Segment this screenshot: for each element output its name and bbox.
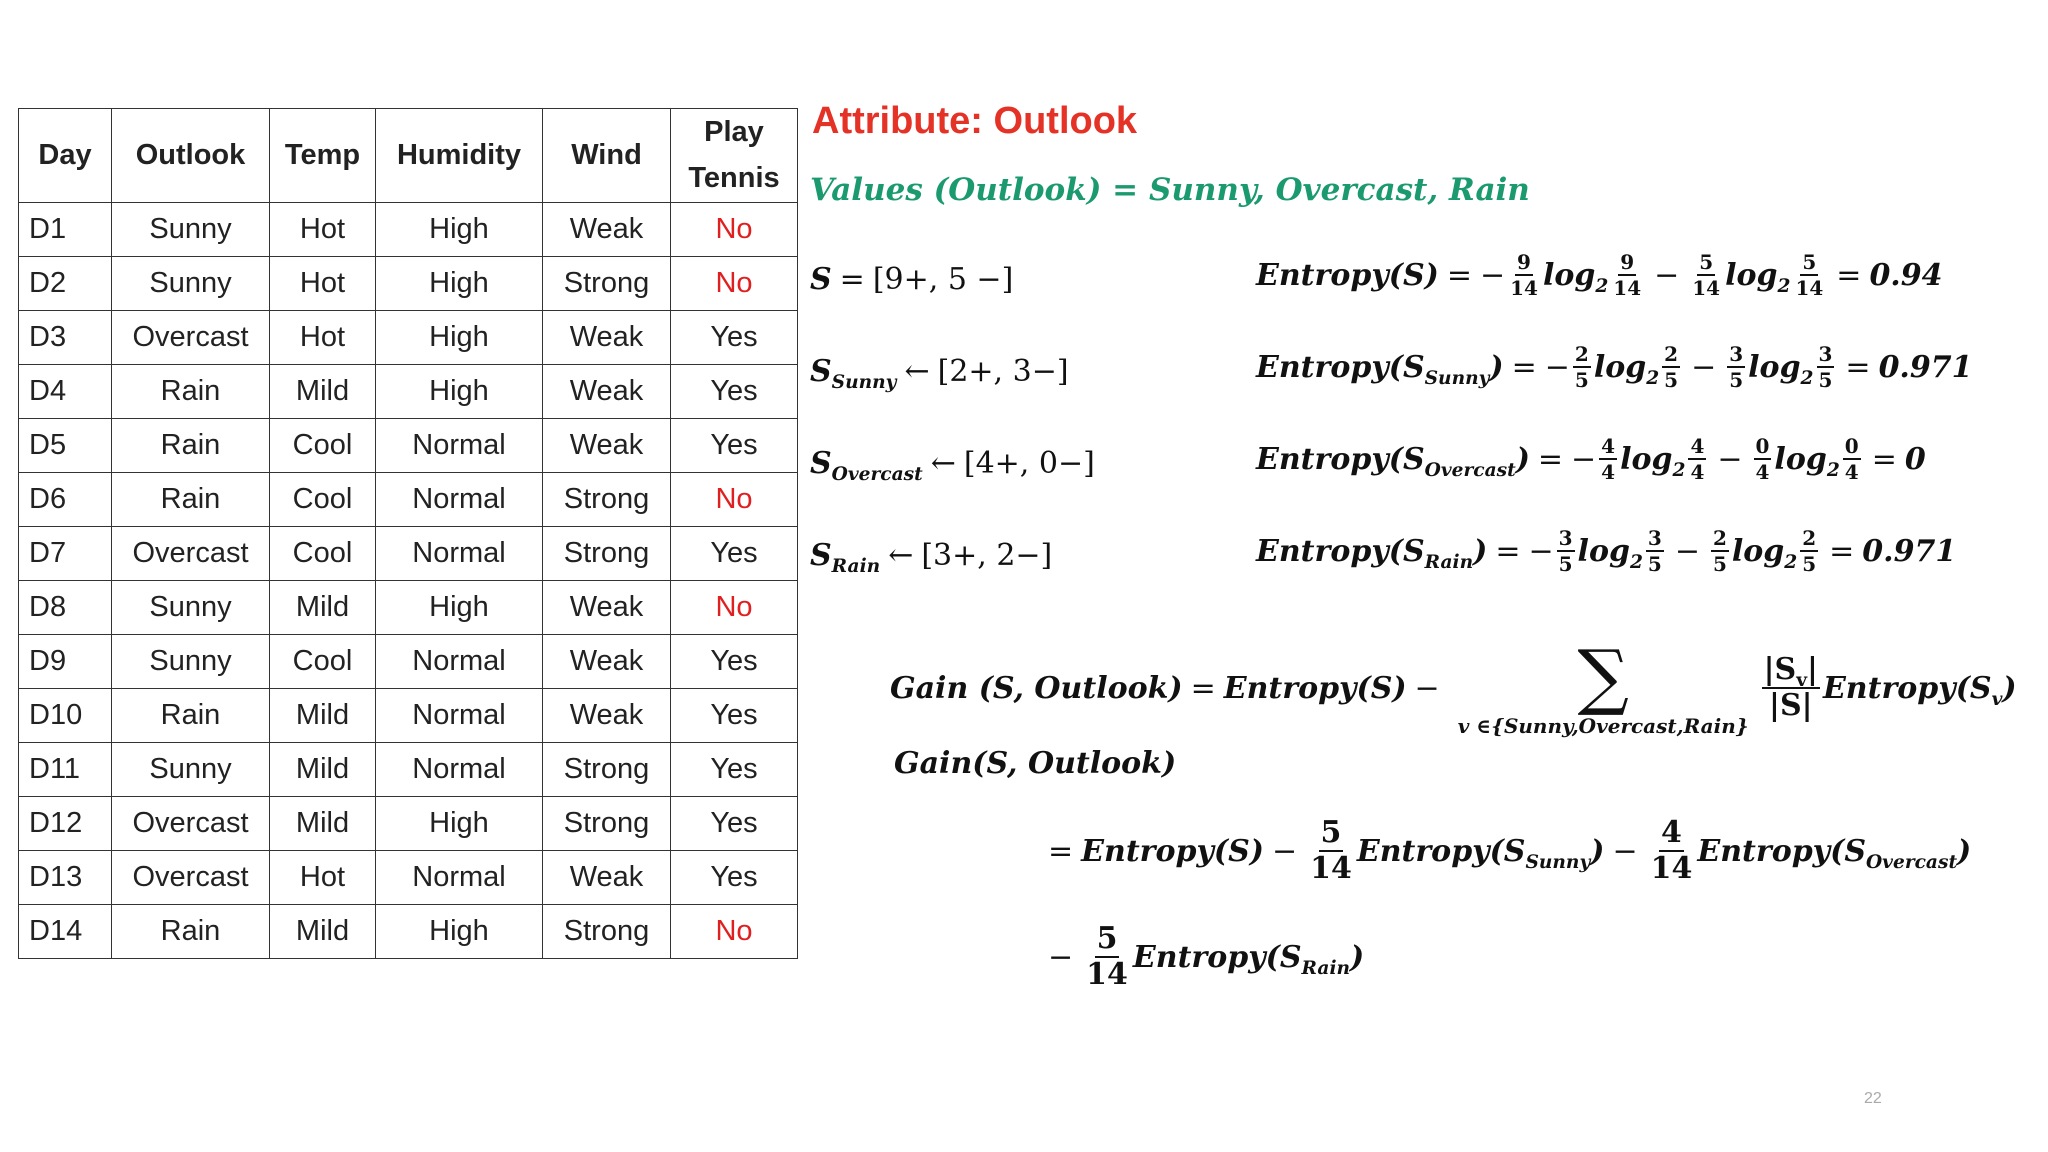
table-cell: Weak bbox=[543, 634, 671, 688]
table-cell: Overcast bbox=[112, 310, 270, 364]
table-cell: Cool bbox=[270, 634, 376, 688]
table-cell: Sunny bbox=[112, 580, 270, 634]
table-cell: Yes bbox=[671, 364, 798, 418]
table-row bbox=[19, 850, 798, 904]
column-header: Temp bbox=[270, 109, 376, 203]
table-cell: Mild bbox=[270, 796, 376, 850]
table-cell: D4 bbox=[19, 364, 112, 418]
table-cell: D2 bbox=[19, 256, 112, 310]
table-row bbox=[19, 526, 798, 580]
table-cell: Hot bbox=[270, 256, 376, 310]
table-cell: Normal bbox=[376, 526, 543, 580]
table-cell: Mild bbox=[270, 742, 376, 796]
table-cell: Rain bbox=[112, 472, 270, 526]
table-cell: Weak bbox=[543, 364, 671, 418]
table-cell: D13 bbox=[19, 850, 112, 904]
entropy-rain-equation: $Entropy(S_{Rain})$ = − $\frac{3}{5}$ $\log_2$ $\frac{3}{5}$ − $\frac{2}{5}$ $\log_2$ $\frac{2}{5}$ = 0.971 bbox=[1256, 526, 1957, 576]
table-cell: Rain bbox=[112, 364, 270, 418]
summation-symbol: ∑ v ∈{Sunny,Overcast,Rain} bbox=[1457, 634, 1749, 738]
table-cell: Weak bbox=[543, 418, 671, 472]
column-header: Play Tennis bbox=[671, 109, 798, 203]
entropy-overcast-equation: $Entropy(S_{Overcast})$ = − $\frac{4}{4}$ $\log_2$ $\frac{4}{4}$ − $\frac{0}{4}$ $\log_2$ $\frac{0}{4}$ = 0 bbox=[1256, 434, 1926, 484]
table-cell: Weak bbox=[543, 580, 671, 634]
table-cell: No bbox=[671, 202, 798, 256]
attribute-title: Attribute: Outlook bbox=[812, 100, 1138, 142]
table-row bbox=[19, 580, 798, 634]
table-cell: High bbox=[376, 310, 543, 364]
table-cell: Overcast bbox=[112, 796, 270, 850]
table-cell: Yes bbox=[671, 850, 798, 904]
table-cell: D8 bbox=[19, 580, 112, 634]
table-cell: Sunny bbox=[112, 634, 270, 688]
table-cell: D10 bbox=[19, 688, 112, 742]
table-cell: Yes bbox=[671, 634, 798, 688]
table-cell: Mild bbox=[270, 580, 376, 634]
table-cell: D5 bbox=[19, 418, 112, 472]
table-cell: Normal bbox=[376, 850, 543, 904]
table-cell: D12 bbox=[19, 796, 112, 850]
table-cell: D3 bbox=[19, 310, 112, 364]
table-cell: D6 bbox=[19, 472, 112, 526]
table-cell: Sunny bbox=[112, 256, 270, 310]
table-cell: Sunny bbox=[112, 742, 270, 796]
column-header: Humidity bbox=[376, 109, 543, 203]
table-cell: D14 bbox=[19, 904, 112, 958]
table-cell: D7 bbox=[19, 526, 112, 580]
overcast-definition: $S_{Overcast}$ ← [4+, 0−] bbox=[810, 446, 1095, 486]
table-cell: Strong bbox=[543, 742, 671, 796]
gain-expansion-line-2: − $\frac{5}{14}$ $Entropy(S_{Rain})$ bbox=[1048, 921, 1365, 992]
table-cell: High bbox=[376, 904, 543, 958]
table-cell: Normal bbox=[376, 688, 543, 742]
column-header: Outlook bbox=[112, 109, 270, 203]
column-header: Wind bbox=[543, 109, 671, 203]
table-cell: Strong bbox=[543, 526, 671, 580]
table-cell: Hot bbox=[270, 850, 376, 904]
gain-expansion-line-1: = Entropy(S) − $\frac{5}{14}$ $Entropy(S_{Sunny})$ − $\frac{4}{14}$ $Entropy(S_{Overcast})$ bbox=[1048, 815, 1972, 886]
table-row bbox=[19, 472, 798, 526]
table-cell: Yes bbox=[671, 418, 798, 472]
table-row bbox=[19, 742, 798, 796]
table-cell: Cool bbox=[270, 526, 376, 580]
table-cell: Hot bbox=[270, 310, 376, 364]
gain-formula: Gain (S, Outlook) = Entropy(S) − ∑ v ∈{Sunny,Overcast,Rain} $\frac{|S_v|}{|S|}$ $Entropy(S_v)$ bbox=[890, 634, 2017, 738]
column-header: Day bbox=[19, 109, 112, 203]
table-cell: Strong bbox=[543, 256, 671, 310]
table-cell: Rain bbox=[112, 904, 270, 958]
table-cell: Rain bbox=[112, 688, 270, 742]
table-row bbox=[19, 418, 798, 472]
entropy-s-equation: Entropy(S) = − $\frac{9}{14}$ $\log_2$ $\frac{9}{14}$ − $\frac{5}{14}$ $\log_2$ $\frac{5}{14}$ = 0.94 bbox=[1256, 250, 1943, 300]
table-row bbox=[19, 364, 798, 418]
table-cell: High bbox=[376, 202, 543, 256]
table-cell: Weak bbox=[543, 310, 671, 364]
table-cell: Normal bbox=[376, 472, 543, 526]
table-cell: High bbox=[376, 796, 543, 850]
table-cell: Mild bbox=[270, 904, 376, 958]
table-row bbox=[19, 202, 798, 256]
table-row bbox=[19, 688, 798, 742]
table-cell: Overcast bbox=[112, 850, 270, 904]
table-body bbox=[19, 202, 798, 958]
slide-number: 22 bbox=[1864, 1090, 1882, 1107]
table-cell: D9 bbox=[19, 634, 112, 688]
table-cell: Yes bbox=[671, 742, 798, 796]
gain-label: Gain(S, Outlook) bbox=[894, 746, 1177, 781]
table-cell: Sunny bbox=[112, 202, 270, 256]
table-row bbox=[19, 310, 798, 364]
table-cell: Cool bbox=[270, 418, 376, 472]
play-tennis-table bbox=[18, 108, 798, 959]
table-cell: Hot bbox=[270, 202, 376, 256]
table-row bbox=[19, 796, 798, 850]
table-cell: Weak bbox=[543, 688, 671, 742]
table-cell: Yes bbox=[671, 310, 798, 364]
table-cell: Yes bbox=[671, 526, 798, 580]
table-cell: Rain bbox=[112, 418, 270, 472]
table-cell: No bbox=[671, 580, 798, 634]
table-cell: High bbox=[376, 580, 543, 634]
table-cell: Cool bbox=[270, 472, 376, 526]
table-row bbox=[19, 904, 798, 958]
table-cell: No bbox=[671, 256, 798, 310]
table-cell: Yes bbox=[671, 688, 798, 742]
table-header bbox=[19, 109, 798, 203]
table-cell: Strong bbox=[543, 472, 671, 526]
table-cell: No bbox=[671, 472, 798, 526]
s-definition: S = [9+, 5 −] bbox=[810, 262, 1014, 297]
table-cell: Strong bbox=[543, 796, 671, 850]
table-cell: Normal bbox=[376, 742, 543, 796]
table-cell: Weak bbox=[543, 202, 671, 256]
table-cell: No bbox=[671, 904, 798, 958]
table-cell: Overcast bbox=[112, 526, 270, 580]
table-cell: Mild bbox=[270, 364, 376, 418]
rain-definition: $S_{Rain}$ ← [3+, 2−] bbox=[810, 538, 1053, 578]
sunny-definition: $S_{Sunny}$ ← [2+, 3−] bbox=[810, 354, 1069, 394]
values-line: Values (Outlook) = Sunny, Overcast, Rain bbox=[810, 172, 1530, 208]
table-cell: Normal bbox=[376, 634, 543, 688]
table-cell: Normal bbox=[376, 418, 543, 472]
table-row bbox=[19, 256, 798, 310]
table-cell: Weak bbox=[543, 850, 671, 904]
table-cell: D11 bbox=[19, 742, 112, 796]
table-cell: Mild bbox=[270, 688, 376, 742]
table-cell: Yes bbox=[671, 796, 798, 850]
table-cell: D1 bbox=[19, 202, 112, 256]
table-cell: High bbox=[376, 256, 543, 310]
entropy-sunny-equation: $Entropy(S_{Sunny})$ = − $\frac{2}{5}$ $\log_2$ $\frac{2}{5}$ − $\frac{3}{5}$ $\log_2$ $\frac{3}{5}$ = 0.971 bbox=[1256, 342, 1973, 392]
table-cell: High bbox=[376, 364, 543, 418]
table-row bbox=[19, 634, 798, 688]
table-cell: Strong bbox=[543, 904, 671, 958]
